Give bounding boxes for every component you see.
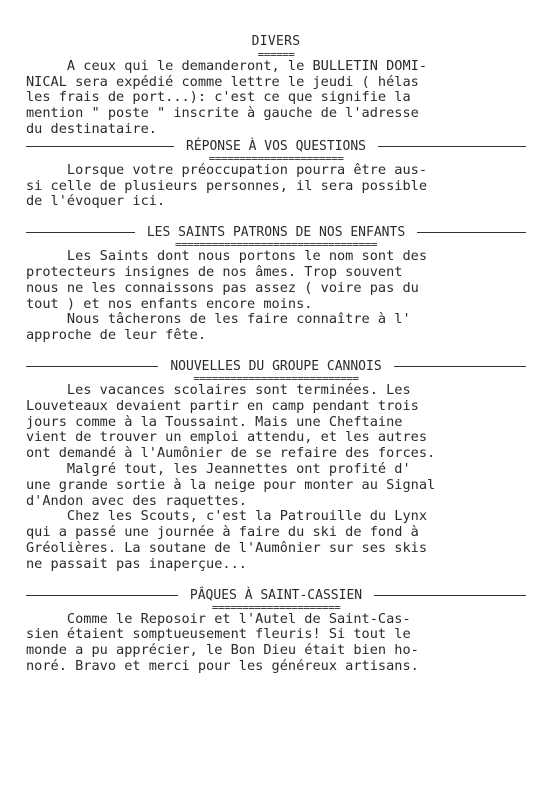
section-title-groupe: NOUVELLES DU GROUPE CANNOIS — [170, 358, 382, 374]
text-line: Malgré tout, les Jeannettes ont profité d' — [26, 460, 411, 477]
title-underline: =========================== — [193, 371, 359, 385]
text-line: Lorsque votre préoccupation pourra être aus- — [26, 161, 428, 178]
text-line: Comme le Reposoir et l'Autel de Saint-Cas- — [26, 610, 411, 627]
header-rule-left — [26, 146, 174, 147]
title-underline: ====== — [257, 47, 295, 61]
text-line: si celle de plusieurs personnes, il sera possible — [26, 177, 428, 194]
section-title-reponse: RÉPONSE À VOS QUESTIONS — [186, 138, 367, 154]
paragraph-saints — [26, 249, 560, 344]
text-line: noré. Bravo et merci pour les généreux artisans. — [26, 657, 419, 674]
spacer — [26, 573, 560, 587]
text-line: sien étaient somptueusement fleuris! Si tout le — [26, 626, 411, 643]
text-line: protecteurs insignes de nos âmes. Trop souvent — [26, 263, 403, 280]
spacer — [26, 344, 560, 358]
section-title-paques: PÂQUES À SAINT-CASSIEN — [189, 587, 363, 603]
text-line: de l'évoquer ici. — [26, 193, 166, 210]
text-line: Nous tâcherons de les faire connaître à l' — [26, 311, 411, 328]
header-rule-right — [374, 595, 526, 596]
text-line: nous ne les connaissons pas assez ( voire pas du — [26, 279, 419, 296]
text-line: du destinataire. — [26, 120, 157, 137]
paragraph-divers — [26, 59, 560, 138]
header-rule-left — [26, 595, 178, 596]
text-line: mention " poste " inscrite à gauche de l'adresse — [26, 105, 419, 122]
paragraph-reponse — [26, 163, 560, 210]
text-line: Chez les Scouts, c'est la Patrouille du Lynx — [26, 508, 428, 525]
spacer — [26, 210, 560, 224]
text-line: ont demandé à l'Aumônier de se refaire des forces. — [26, 445, 436, 462]
text-line: qui a passé une journée à faire du ski de fond à — [26, 524, 419, 541]
header-rule-right — [417, 232, 526, 233]
text-line: vient de trouver un emploi attendu, et les autres — [26, 429, 428, 446]
header-rule-right — [378, 146, 526, 147]
title-underline: ================================= — [174, 238, 378, 252]
header-rule-left — [26, 232, 135, 233]
text-line: d'Andon avec des raquettes. — [26, 492, 247, 509]
text-line: les frais de port...): c'est ce que signifie la — [26, 89, 411, 106]
header-rule-left — [26, 366, 158, 367]
text-line: Les Saints dont nous portons le nom sont des — [26, 248, 428, 265]
title-underline: ====================== — [208, 151, 344, 165]
text-line: jours comme à la Toussaint. Mais une Cheftaine — [26, 413, 403, 430]
paragraph-groupe — [26, 383, 560, 573]
text-line: une grande sortie à la neige pour monter au Signal — [26, 476, 436, 493]
paragraph-paques — [26, 612, 560, 675]
section-title-saints: LES SAINTS PATRONS DE NOS ENFANTS — [146, 225, 406, 241]
text-line: ne passait pas inaperçue... — [26, 555, 247, 572]
text-line: monde a pu apprécier, le Bon Dieu était bien ho- — [26, 642, 419, 659]
text-line: Gréolières. La soutane de l'Aumônier sur ses skis — [26, 539, 428, 556]
text-line: Les vacances scolaires sont terminées. Les — [26, 381, 411, 398]
header-rule-right — [394, 366, 526, 367]
section-title-divers: DIVERS — [251, 34, 301, 49]
title-underline: ===================== — [211, 600, 341, 614]
text-line: A ceux qui le demanderont, le BULLETIN DOMI- — [26, 57, 428, 74]
text-line: Louveteaux devaient partir en camp pendant trois — [26, 397, 419, 414]
text-line: NICAL sera expédié comme lettre le jeudi ( hélas — [26, 73, 419, 90]
text-line: tout ) et nos enfants encore moins. — [26, 295, 313, 312]
text-line: approche de leur fête. — [26, 327, 207, 344]
